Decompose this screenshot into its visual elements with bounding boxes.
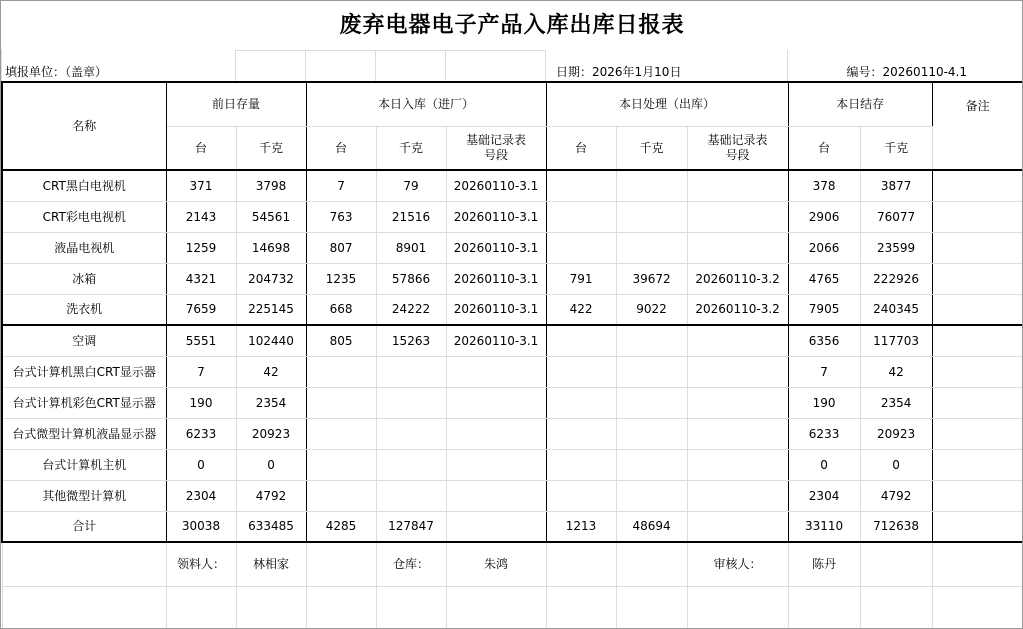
out-kg: [616, 201, 687, 232]
out-record: [687, 201, 788, 232]
bal-count: 190: [788, 387, 860, 418]
out-kg: 39672: [616, 263, 687, 294]
empty-cell: [306, 586, 376, 629]
in-record: 20260110-3.1: [446, 232, 546, 263]
in-record: [446, 356, 546, 387]
table-row: [2, 201, 1023, 232]
empty-cell: [236, 586, 306, 629]
header-balance: 本日结存: [788, 82, 932, 126]
out-kg: [616, 449, 687, 480]
remark: [932, 511, 1023, 542]
prev-count: 7: [166, 356, 236, 387]
row-name: 台式微型计算机液晶显示器: [2, 418, 166, 449]
table-row: [2, 387, 1023, 418]
prev-count: 5551: [166, 325, 236, 356]
remark: [932, 356, 1023, 387]
in-count: 1235: [306, 263, 376, 294]
empty-cell: [306, 542, 376, 586]
in-count: 4285: [306, 511, 376, 542]
header-out-record: 基础记录表 号段: [687, 126, 788, 170]
remark: [932, 480, 1023, 511]
table-row: [2, 418, 1023, 449]
remark: [932, 325, 1023, 356]
in-record: [446, 387, 546, 418]
in-record: 20260110-3.1: [446, 294, 546, 325]
out-count: [546, 325, 616, 356]
out-kg: 9022: [616, 294, 687, 325]
in-kg: [376, 387, 446, 418]
header-in-record: 基础记录表 号段: [446, 126, 546, 170]
header-bal-count: 台: [788, 126, 860, 170]
bal-kg: 222926: [860, 263, 932, 294]
in-count: 805: [306, 325, 376, 356]
in-count: 763: [306, 201, 376, 232]
in-count: 668: [306, 294, 376, 325]
empty-cell: [2, 586, 166, 629]
header-in-kg: 千克: [376, 126, 446, 170]
remark: [932, 449, 1023, 480]
out-record: [687, 356, 788, 387]
header-prev-count: 台: [166, 126, 236, 170]
remark: [932, 232, 1023, 263]
empty-cell: [166, 586, 236, 629]
in-kg: 127847: [376, 511, 446, 542]
bal-count: 2304: [788, 480, 860, 511]
out-count: 1213: [546, 511, 616, 542]
prev-kg: 0: [236, 449, 306, 480]
out-record: [687, 511, 788, 542]
in-kg: 24222: [376, 294, 446, 325]
row-name: 合计: [2, 511, 166, 542]
row-name: 台式计算机彩色CRT显示器: [2, 387, 166, 418]
bal-kg: 117703: [860, 325, 932, 356]
report-table: [1, 1, 1023, 82]
row-name: 台式计算机黑白CRT显示器: [2, 356, 166, 387]
out-count: 422: [546, 294, 616, 325]
in-kg: 57866: [376, 263, 446, 294]
in-record: 20260110-3.1: [446, 263, 546, 294]
header-remarks: 备注: [932, 82, 1023, 170]
in-record: 20260110-3.1: [446, 325, 546, 356]
out-kg: [616, 325, 687, 356]
warehouse-name: 朱鸿: [446, 542, 546, 586]
prev-count: 6233: [166, 418, 236, 449]
report-title: 废弃电器电子产品入库出库日报表: [339, 12, 685, 39]
out-record: [687, 170, 788, 201]
bal-kg: 23599: [860, 232, 932, 263]
in-count: [306, 449, 376, 480]
out-kg: [616, 232, 687, 263]
bal-kg: 0: [860, 449, 932, 480]
out-record: [687, 325, 788, 356]
row-name: CRT黑白电视机: [2, 170, 166, 201]
prev-kg: 204732: [236, 263, 306, 294]
in-kg: 15263: [376, 325, 446, 356]
prev-count: 371: [166, 170, 236, 201]
bal-count: 4765: [788, 263, 860, 294]
out-count: [546, 356, 616, 387]
in-count: [306, 356, 376, 387]
out-kg: [616, 418, 687, 449]
out-count: [546, 418, 616, 449]
row-name: 空调: [2, 325, 166, 356]
reviewer-label: 审核人：: [687, 542, 788, 586]
out-kg: [616, 170, 687, 201]
row-name: 冰箱: [2, 263, 166, 294]
empty-cell: [860, 586, 932, 629]
in-kg: [376, 449, 446, 480]
out-count: [546, 480, 616, 511]
prev-kg: 42: [236, 356, 306, 387]
warehouse-label: 仓库：: [376, 542, 446, 586]
prev-kg: 3798: [236, 170, 306, 201]
in-count: [306, 480, 376, 511]
remark: [932, 387, 1023, 418]
out-kg: 48694: [616, 511, 687, 542]
blank-row: [2, 586, 1023, 629]
empty-cell: [788, 586, 860, 629]
bal-kg: 20923: [860, 418, 932, 449]
empty-cell: [616, 586, 687, 629]
out-count: [546, 387, 616, 418]
bal-count: 7905: [788, 294, 860, 325]
empty-cell: [376, 586, 446, 629]
remark: [932, 170, 1023, 201]
out-record: 20260110-3.2: [687, 263, 788, 294]
in-count: 7: [306, 170, 376, 201]
header-out-count: 台: [546, 126, 616, 170]
bal-kg: 4792: [860, 480, 932, 511]
table-row: [2, 232, 1023, 263]
out-record: [687, 449, 788, 480]
out-count: [546, 449, 616, 480]
empty-cell: [687, 586, 788, 629]
prev-count: 190: [166, 387, 236, 418]
bal-kg: 240345: [860, 294, 932, 325]
empty-cell: [616, 542, 687, 586]
out-count: 791: [546, 263, 616, 294]
prev-count: 1259: [166, 232, 236, 263]
header-in-count: 台: [306, 126, 376, 170]
receiver-name: 林相家: [236, 542, 306, 586]
out-count: [546, 170, 616, 201]
out-record: [687, 418, 788, 449]
out-record: 20260110-3.2: [687, 294, 788, 325]
row-name: 液晶电视机: [2, 232, 166, 263]
bal-count: 2066: [788, 232, 860, 263]
receiver-label: 领料人：: [166, 542, 236, 586]
in-record: [446, 418, 546, 449]
remark: [932, 418, 1023, 449]
prev-kg: 2354: [236, 387, 306, 418]
in-kg: 79: [376, 170, 446, 201]
empty-cell: [932, 586, 1023, 629]
header-bal-kg: 千克: [860, 126, 932, 170]
header-in-today: 本日入库（进厂）: [306, 82, 546, 126]
out-record: [687, 232, 788, 263]
row-name: CRT彩电电视机: [2, 201, 166, 232]
in-record: 20260110-3.1: [446, 201, 546, 232]
bal-kg: 42: [860, 356, 932, 387]
in-kg: [376, 356, 446, 387]
prev-count: 2143: [166, 201, 236, 232]
empty-cell: [446, 586, 546, 629]
bal-count: 378: [788, 170, 860, 201]
bal-kg: 76077: [860, 201, 932, 232]
reviewer-name: 陈丹: [788, 542, 860, 586]
out-record: [687, 387, 788, 418]
out-kg: [616, 387, 687, 418]
reporting-unit: 填报单位：（盖章）: [2, 50, 236, 81]
header-prev-stock: 前日存量: [166, 82, 306, 126]
table-row: [2, 263, 1023, 294]
prev-count: 2304: [166, 480, 236, 511]
in-kg: [376, 480, 446, 511]
prev-count: 4321: [166, 263, 236, 294]
empty-cell: [2, 542, 166, 586]
out-record: [687, 480, 788, 511]
bal-kg: 3877: [860, 170, 932, 201]
out-kg: [616, 356, 687, 387]
header-name: 名称: [2, 82, 166, 170]
table-row: [2, 449, 1023, 480]
row-name: 台式计算机主机: [2, 449, 166, 480]
table-row: [2, 170, 1023, 201]
prev-kg: 20923: [236, 418, 306, 449]
table-row: [2, 294, 1023, 325]
out-kg: [616, 480, 687, 511]
prev-kg: 225145: [236, 294, 306, 325]
out-count: [546, 201, 616, 232]
in-count: [306, 387, 376, 418]
in-kg: 21516: [376, 201, 446, 232]
report-date: 日期：2026年1月10日: [546, 50, 788, 81]
in-count: 807: [306, 232, 376, 263]
signature-row: [2, 542, 1023, 586]
bal-count: 6233: [788, 418, 860, 449]
empty-cell: [546, 542, 616, 586]
prev-count: 30038: [166, 511, 236, 542]
header-out-kg: 千克: [616, 126, 687, 170]
bal-count: 7: [788, 356, 860, 387]
total-row: [2, 511, 1023, 542]
remark: [932, 201, 1023, 232]
prev-kg: 4792: [236, 480, 306, 511]
prev-kg: 102440: [236, 325, 306, 356]
bal-count: 6356: [788, 325, 860, 356]
out-count: [546, 232, 616, 263]
in-record: [446, 449, 546, 480]
report-number: 编号：20260110-4.1: [788, 50, 1023, 81]
in-record: [446, 511, 546, 542]
header-prev-kg: 千克: [236, 126, 306, 170]
prev-kg: 14698: [236, 232, 306, 263]
empty-cell: [932, 542, 1023, 586]
prev-kg: 54561: [236, 201, 306, 232]
table-row: [2, 480, 1023, 511]
header-out-today: 本日处理（出库）: [546, 82, 788, 126]
data-grid: [1, 81, 1023, 629]
in-count: [306, 418, 376, 449]
in-kg: 8901: [376, 232, 446, 263]
table-row: [2, 325, 1023, 356]
in-kg: [376, 418, 446, 449]
bal-count: 0: [788, 449, 860, 480]
remark: [932, 294, 1023, 325]
prev-count: 7659: [166, 294, 236, 325]
bal-count: 2906: [788, 201, 860, 232]
empty-cell: [860, 542, 932, 586]
bal-kg: 712638: [860, 511, 932, 542]
empty-cell: [546, 586, 616, 629]
remark: [932, 263, 1023, 294]
prev-kg: 633485: [236, 511, 306, 542]
prev-count: 0: [166, 449, 236, 480]
in-record: 20260110-3.1: [446, 170, 546, 201]
bal-count: 33110: [788, 511, 860, 542]
row-name: 其他微型计算机: [2, 480, 166, 511]
bal-kg: 2354: [860, 387, 932, 418]
row-name: 洗衣机: [2, 294, 166, 325]
in-record: [446, 480, 546, 511]
table-row: [2, 356, 1023, 387]
